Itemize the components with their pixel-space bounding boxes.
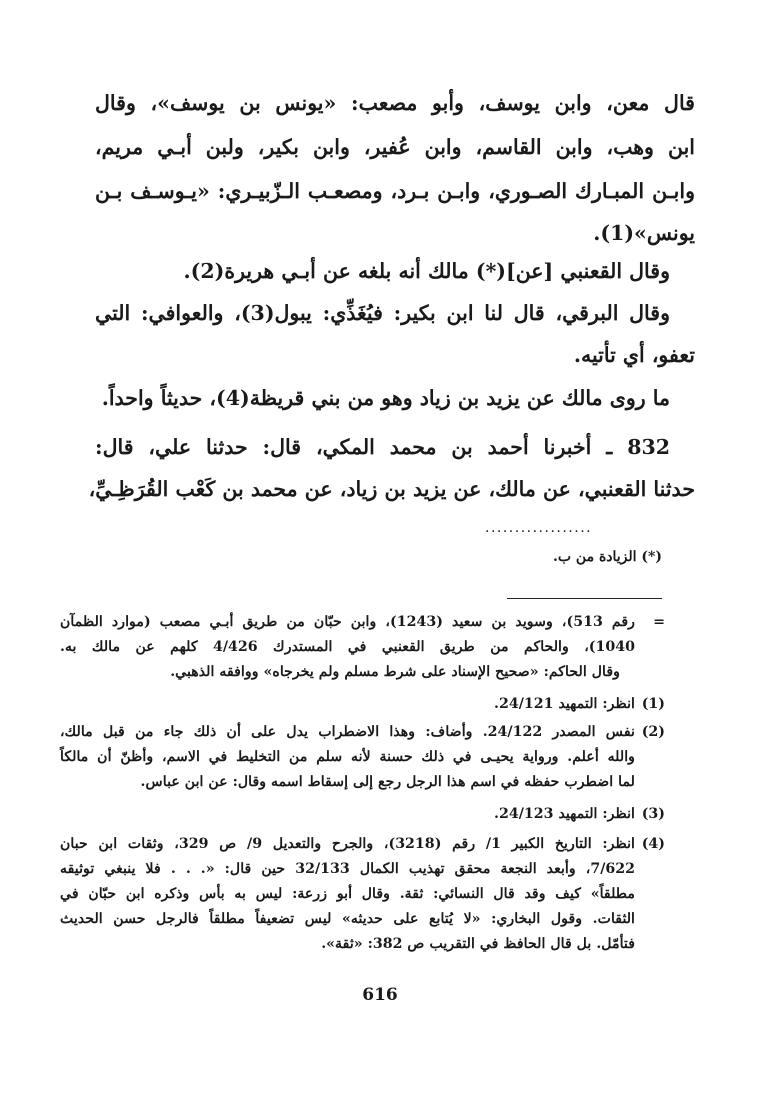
- footnote-line: 7/622، وأبعد النجعة محقق تهذيب الكمال 32/133 حين قال: «. . . فلا ينبغي توثيقه: [60, 861, 636, 877]
- main-text-line: وقال القعنبي [عن](*) مالك أنه بلغه عن أبـي هريرة(2).: [183, 259, 670, 283]
- footnote-line: رقم 513)، وسويد بن سعيد (1243)، وابن حبّان من طريق أبـي مصعب (موارد الظمآن: [60, 614, 635, 630]
- star-note: (*) الزيادة من ب.: [552, 549, 662, 565]
- dotted-separator: ..................: [485, 520, 593, 536]
- footnote-number: (2): [641, 724, 665, 740]
- main-text-line: حدثنا القعنبي، عن مالك، عن يزيد بن زياد، عن محمد بن كَعْب القُرَظِـيِّ،: [88, 477, 695, 501]
- footnote-line: انظر: التمهيد 24/123.: [494, 806, 635, 822]
- footnote-line: فتأمّل. بل قال الحافظ في التقريب ص 382: «ثقة».: [321, 936, 635, 952]
- main-text-line: ما روى مالك عن يزيد بن زياد وهو من بني قريظة(4)، حديثاً واحداً.: [101, 386, 670, 410]
- hadith-number-line: 832 ـ أخبرنا أحمد بن محمد المكي، قال: حدثنا علي، قال:: [95, 435, 670, 459]
- footnote-line: وقال الحاكم: «صحيح الإسناد على شرط مسلم ولم يخرجاه» ووافقه الذهبي.: [170, 664, 620, 680]
- footnote-number: (4): [641, 836, 665, 852]
- footnote-number: (3): [641, 806, 665, 822]
- footnote-line: انظر: التاريخ الكبير 1/ رقم (3218)، والجرح والتعديل 9/ ص 329، وثقات ابن حبان: [60, 836, 635, 852]
- main-text-line: وقال البرقي، قال لنا ابن بكير: فيُغَذِّي: يبول(3)، والعوافي: التي: [95, 301, 671, 325]
- footnote-rule: [507, 598, 662, 599]
- footnote-eq-mark: =: [653, 614, 665, 630]
- main-text-line: وابـن المبـارك الصـوري، وابـن بـرد، ومصعـب الـزّبيـري: «يـوسـف بـن: [95, 179, 695, 203]
- main-text-line: يونس»(1).: [593, 221, 695, 245]
- footnote-line: نفس المصدر 24/122. وأضاف: وهذا الاضطراب يدل على أن ذلك جاء من قبل مالك،: [60, 724, 635, 740]
- main-text-line: قال معن، وابن يوسف، وأبو مصعب: «يونس بن يوسف»، وقال: [95, 91, 695, 115]
- main-text-line: ابن وهب، وابن القاسم، وابن عُفير، وابن بكير، ولبن أبـي مريم،: [95, 135, 695, 159]
- footnote-line: والله أعلم. ورواية يحيـى في ذلك حسنة لأنه سلم من التخليط في الاسم، وأظنّ أن مالكاً: [60, 749, 635, 765]
- footnote-line: انظر: التمهيد 24/121.: [494, 696, 635, 712]
- footnote-line: مطلقاً» كيف وقد قال النسائي: ثقة. وقال أبو زرعة: ليس به بأس وذكره ابن حبّان في: [60, 886, 635, 902]
- footnote-line: 1040)، والحاكم من طريق القعنبي في المستدرك 4/426 كلهم عن مالك به.: [60, 639, 635, 655]
- page-number: 616: [362, 985, 398, 1005]
- footnote-number: (1): [641, 696, 665, 712]
- footnote-line: لما اضطرب حفظه في اسم هذا الرجل رجع إلى إسقاط اسمه وقال: عن ابن عباس.: [140, 774, 635, 790]
- footnote-line: الثقات. وقول البخاري: «لا يُتابع على حديثه» ليس تضعيفاً مطلقاً فالرجل حسن الحديث: [60, 911, 635, 927]
- main-text-line: تعفو، أي تأتيه.: [573, 343, 695, 367]
